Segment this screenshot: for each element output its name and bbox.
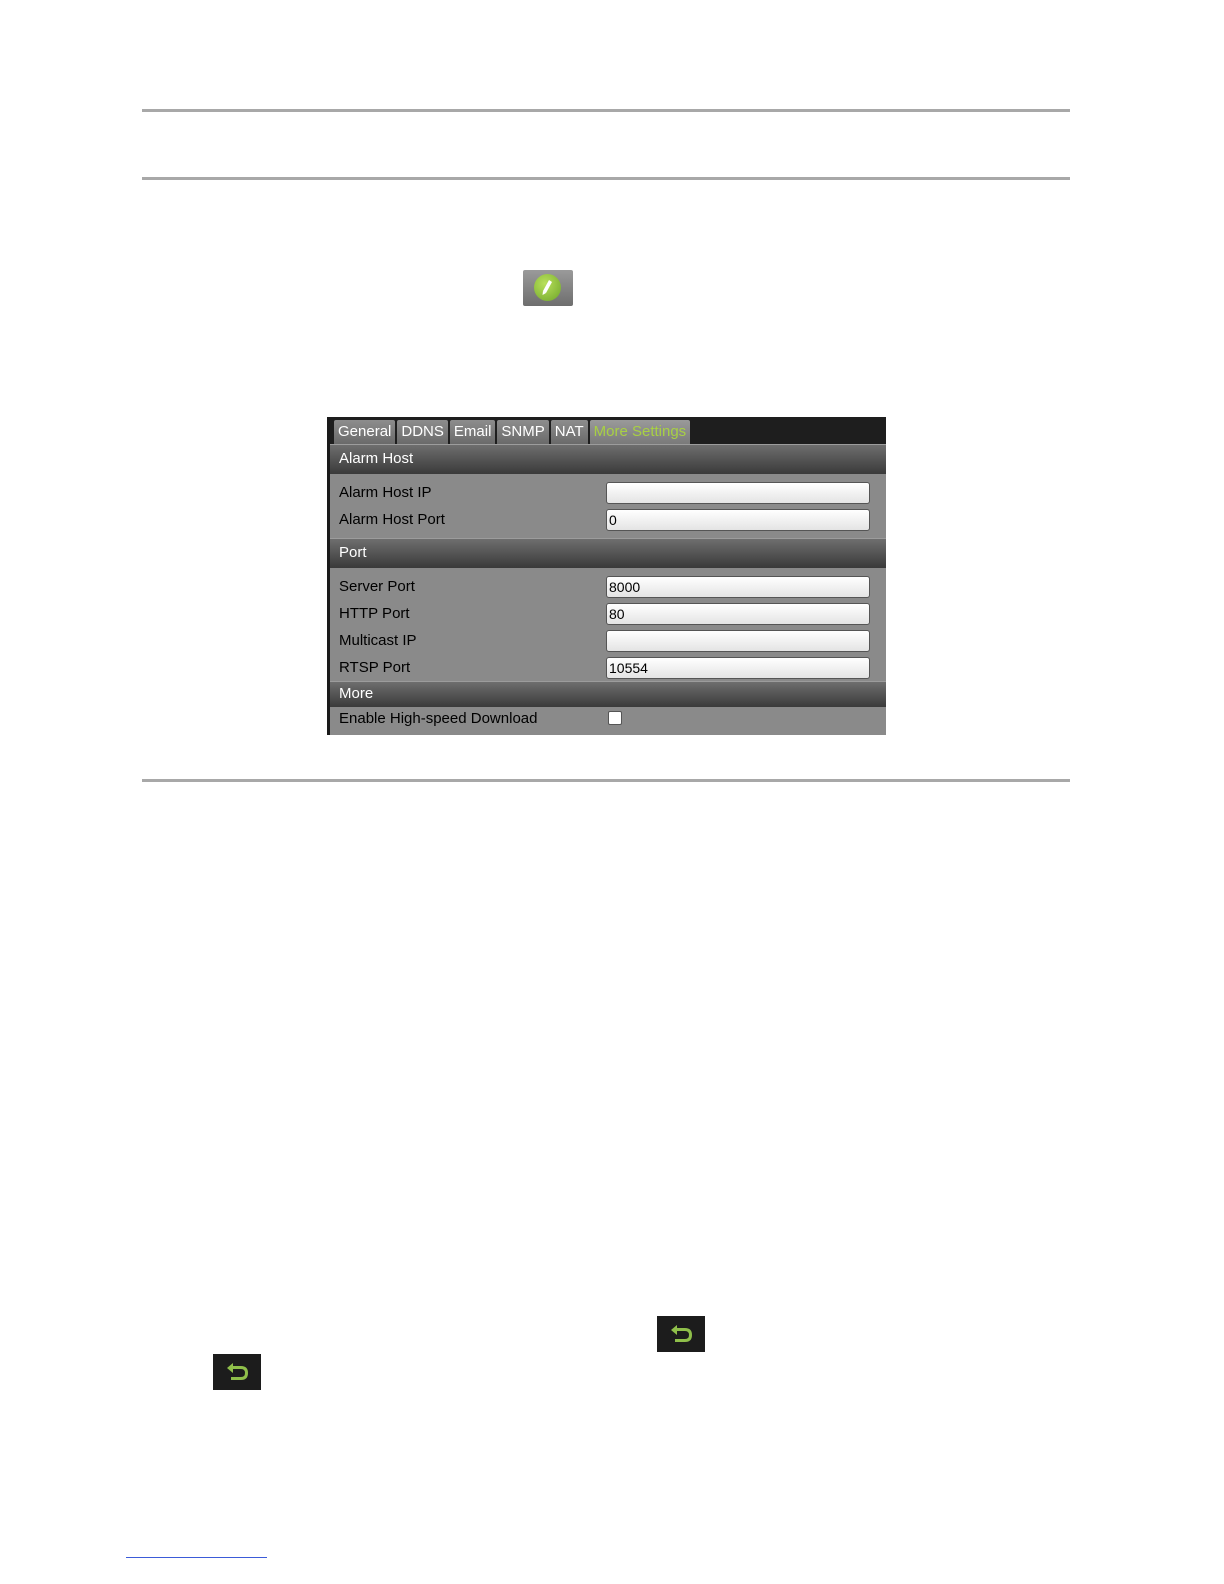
high-speed-download-checkbox[interactable] <box>608 711 622 725</box>
rtsp-port-label: RTSP Port <box>339 659 411 676</box>
server-port-input[interactable] <box>606 576 870 598</box>
back-arrow-icon <box>223 1360 251 1384</box>
section-alarm-host: Alarm Host <box>330 444 886 474</box>
edit-button[interactable] <box>523 270 573 306</box>
tab-more-settings[interactable]: More Settings <box>590 420 691 444</box>
section-more: More <box>330 681 886 707</box>
multicast-ip-row <box>330 627 886 654</box>
high-speed-download-label: Enable High-speed Download <box>339 710 538 727</box>
alarm-host-port-input[interactable] <box>606 509 870 531</box>
tab-email[interactable]: Email <box>450 420 496 444</box>
section-port: Port <box>330 538 886 568</box>
back-button[interactable] <box>657 1316 705 1352</box>
footnote-rule <box>126 1557 267 1558</box>
server-port-label: Server Port <box>339 578 415 595</box>
http-port-row <box>330 600 886 627</box>
tab-nat[interactable]: NAT <box>551 420 588 444</box>
tab-general[interactable]: General <box>334 420 395 444</box>
divider-top <box>142 109 1070 112</box>
tab-bar <box>330 417 886 444</box>
alarm-host-ip-row <box>330 479 886 506</box>
divider-header <box>142 177 1070 180</box>
back-button-2[interactable] <box>213 1354 261 1390</box>
alarm-host-port-row <box>330 506 886 533</box>
http-port-input[interactable] <box>606 603 870 625</box>
multicast-ip-label: Multicast IP <box>339 632 417 649</box>
rtsp-port-row <box>330 654 886 681</box>
divider-bottom <box>142 779 1070 782</box>
high-speed-download-row <box>330 707 886 734</box>
multicast-ip-input[interactable] <box>606 630 870 652</box>
server-port-row <box>330 573 886 600</box>
alarm-host-ip-label: Alarm Host IP <box>339 484 432 501</box>
alarm-host-port-label: Alarm Host Port <box>339 511 445 528</box>
more-settings-panel <box>327 417 886 735</box>
alarm-host-ip-input[interactable] <box>606 482 870 504</box>
edit-pencil-icon <box>534 274 561 301</box>
tab-snmp[interactable]: SNMP <box>497 420 548 444</box>
back-arrow-icon <box>667 1322 695 1346</box>
rtsp-port-input[interactable] <box>606 657 870 679</box>
tab-ddns[interactable]: DDNS <box>397 420 448 444</box>
http-port-label: HTTP Port <box>339 605 410 622</box>
